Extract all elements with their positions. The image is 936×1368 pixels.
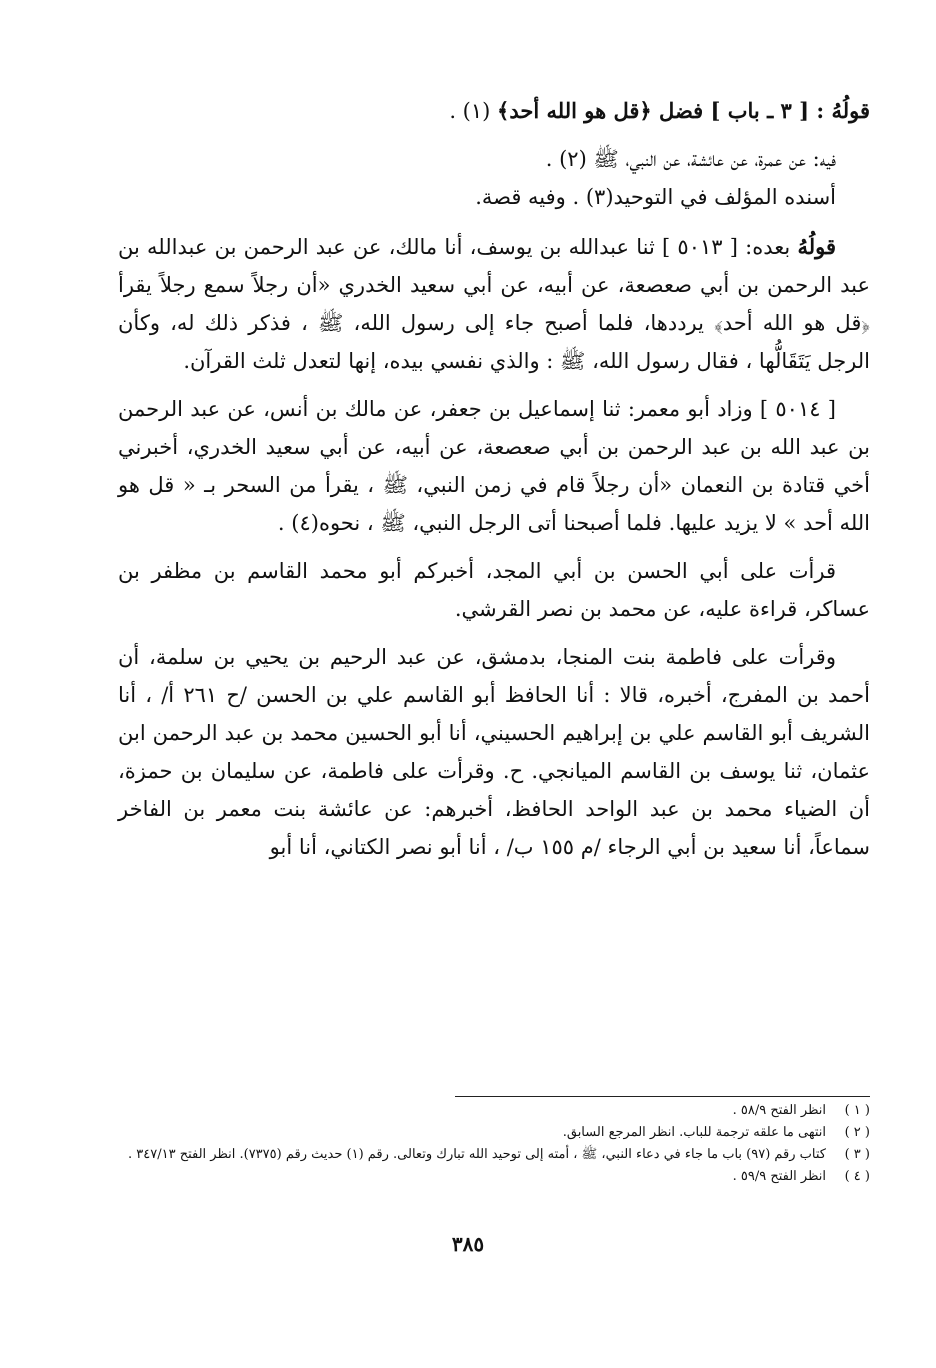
paragraph-hadith-5013 — [118, 228, 870, 380]
paragraph-hadith-5014 — [118, 390, 870, 542]
footnote-number: ( ٤ ) — [844, 1169, 870, 1184]
main-text — [118, 92, 870, 876]
lead-phrase: قولُهُ — [797, 234, 837, 259]
footnote-number: ( ١ ) — [844, 1103, 870, 1118]
paragraph-heading — [118, 92, 870, 130]
footnote-item — [118, 1144, 870, 1166]
footnote-item — [118, 1122, 870, 1144]
paragraph-text: بعده: [ ٥٠١٣ ] ثنا عبدالله بن يوسف، أنا مالك، عن عبد الرحمن بن عبدالله بن عبد الرحمن بن أبي صعصعة، عن أبيه، عن أبي سعيد الخدري «أن رجلاً سمع رجلاً يقرأ ﴿قل هو الله أحد﴾ يرددها، فلما أصبح جاء إلى رسول الله، ﷺ ، فذكر ذلك له، وكأن الرجل يَتَقَالُّها ، فقال رسول الله، ﷺ : والذي نفسي بيده، إنها لتعدل ثلث القرآن. — [118, 235, 870, 373]
paragraph-text: [ ٥٠١٤ ] وزاد أبو معمر: ثنا إسماعيل بن جعفر، عن مالك بن أنس، عن عبد الرحمن بن عبد الله بن عبد الرحمن بن أبي صعصعة، عن أبيه، عن أبي سعيد الخدري، أخبرني أخي قتادة بن النعمان «أن رجلاً قام في زمن النبي، ﷺ ، يقرأ من السحر بـ « قل هو الله أحد » لا يزيد عليها. فلما أصبحنا أتى الرجل النبي، ﷺ ، نحوه(٤) . — [118, 397, 870, 535]
paragraph-text: وقرأت على فاطمة بنت المنجا، بدمشق، عن عبد الرحيم بن يحيي بن سلمة، أن أحمد بن المفرج، أخبره، قالا : أنا الحافظ أبو القاسم علي بن الحسن /ح ٢٦١ أ/ ، أنا الشريف أبو القاسم علي بن إبراهيم الحسيني، أنا أبو الحسين محمد بن عبد الرحمن ابن عثمان، ثنا يوسف بن القاسم الميانجي. ح. وقرأت على فاطمة، عن سليمان بن حمزة، أن الضياء محمد بن عبد الواحد الحافظ، أخبرهم: عن عائشة بنت معمر بن الفاخر سماعاً، أنا سعيد بن أبي الرجاء /م ١٥٥ ب/ ، أنا أبو نصر الكتاني، أنا أبو — [118, 645, 870, 859]
footnote-item — [118, 1100, 870, 1122]
footnote-divider — [455, 1096, 870, 1097]
paragraph-reading-2 — [118, 638, 870, 866]
footnote-text: انظر الفتح ٥٨/٩ . — [732, 1103, 826, 1118]
footnote-text: انظر الفتح ٥٩/٩ . — [732, 1169, 826, 1184]
paragraph-text: أسنده المؤلف في التوحيد(٣) . وفيه قصة. — [475, 185, 836, 209]
paragraph-text: فيه: عن عمرة، عن عائشة، عن النبي، ﷺ (٢) . — [545, 147, 836, 171]
paragraph-text: (١) . — [449, 99, 491, 123]
paragraph-source — [118, 140, 870, 178]
footnotes — [118, 1100, 870, 1188]
lead-phrase: قولُهُ : [ ٣ ـ باب ] فضل ﴿قل هو الله أحد﴾ — [497, 98, 870, 123]
footnote-number: ( ٣ ) — [844, 1147, 870, 1162]
page-number: ٣٨٥ — [451, 1232, 485, 1256]
footnote-item — [118, 1166, 870, 1188]
footnote-text: كتاب رقم (٩٧) باب ما جاء في دعاء النبي، ﷺ ، أمته إلى توحيد الله تبارك وتعالى. رقم (١) حديث رقم (٧٣٧٥). انظر الفتح ٣٤٧/١٣ . — [128, 1147, 826, 1162]
paragraph-text: قرأت على أبي الحسن بن أبي المجد، أخبركم أبو محمد القاسم بن مظفر بن عساكر، قراءة عليه، عن محمد بن نصر القرشي. — [118, 559, 870, 621]
paragraph-isnad-note — [118, 178, 870, 216]
paragraph-reading-1 — [118, 552, 870, 628]
footnote-number: ( ٢ ) — [844, 1125, 870, 1140]
footnote-text: انتهى ما علقه ترجمة للباب. انظر المرجع السابق. — [562, 1125, 826, 1140]
